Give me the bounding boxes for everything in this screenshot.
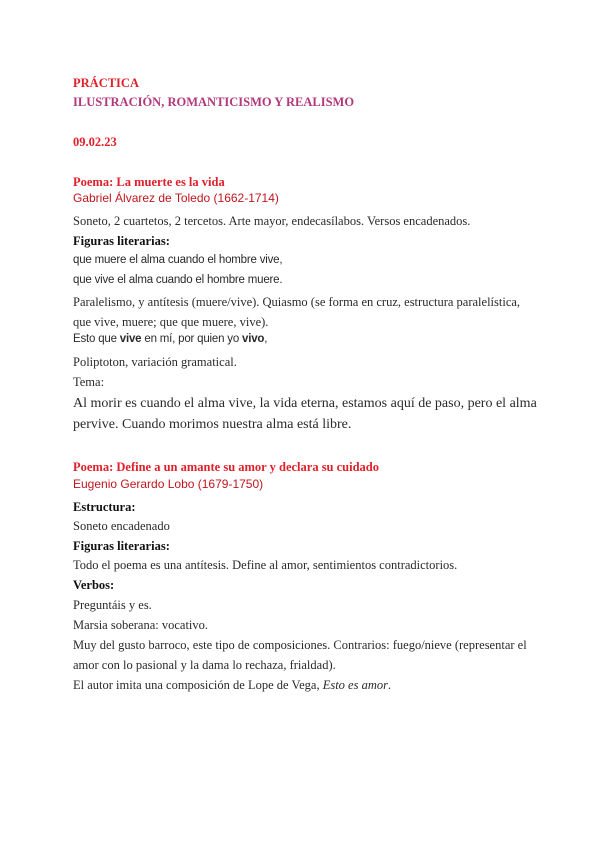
- poem1-tema-label: Tema:: [73, 375, 105, 389]
- poem2-verbos-label: Verbos:: [73, 578, 115, 592]
- poem2-estructura: Soneto encadenado: [73, 519, 170, 533]
- poem2-barroco-line1: Muy del gusto barroco, este tipo de composiciones. Contrarios: fuego/nieve (representar el: [73, 638, 527, 652]
- poem1-figuras-label: Figuras literarias:: [73, 234, 170, 248]
- poem1-form: Soneto, 2 cuartetos, 2 tercetos. Arte mayor, endecasílabos. Versos encadenados.: [73, 214, 471, 228]
- poem2-estructura-label: Estructura:: [73, 500, 136, 514]
- poem1-tema-line2: pervive. Cuando morimos nuestra alma está libre.: [73, 417, 352, 432]
- poem2-marsia: Marsia soberana: vocativo.: [73, 618, 209, 632]
- poem2-imita: El autor imita una composición de Lope de Vega, Esto es amor.: [73, 678, 392, 692]
- poem2-title: Poema: Define a un amante su amor y declara su cuidado: [73, 460, 380, 474]
- poem2-author: Eugenio Gerardo Lobo (1679-1750): [73, 477, 264, 491]
- poem1-analysis-line1: Paralelismo, y antítesis (muere/vive). Quiasmo (se forma en cruz, estructura paralelística,: [73, 295, 521, 309]
- poem1-analysis-line2: que vive, muere; que que muere, vive).: [73, 315, 269, 329]
- poem1-verse1: que muere el alma cuando el hombre vive,: [73, 254, 283, 266]
- page-date: 09.02.23: [73, 135, 117, 149]
- poem2-verbos: Preguntáis y es.: [73, 598, 152, 612]
- poem1-verse3: Esto que vive en mí, por quien yo vivo,: [73, 333, 268, 345]
- page-subtitle: ILUSTRACIÓN, ROMANTICISMO Y REALISMO: [73, 95, 355, 109]
- poem2-barroco-line2: amor con lo pasional y la dama lo rechaza, frialdad).: [73, 658, 336, 672]
- poem2-figuras-label: Figuras literarias:: [73, 539, 170, 553]
- poem1-title: Poema: La muerte es la vida: [73, 175, 225, 189]
- poem1-poliptoton: Poliptoton, variación gramatical.: [73, 355, 237, 369]
- poem1-verse2: que vive el alma cuando el hombre muere.: [73, 274, 283, 286]
- poem1-tema-line1: Al morir es cuando el alma vive, la vida eterna, estamos aquí de paso, pero el alma: [73, 396, 537, 411]
- poem2-figuras: Todo el poema es una antítesis. Define al amor, sentimientos contradictorios.: [73, 558, 458, 572]
- poem1-author: Gabriel Álvarez de Toledo (1662-1714): [73, 191, 279, 205]
- page-title: PRÁCTICA: [73, 76, 139, 90]
